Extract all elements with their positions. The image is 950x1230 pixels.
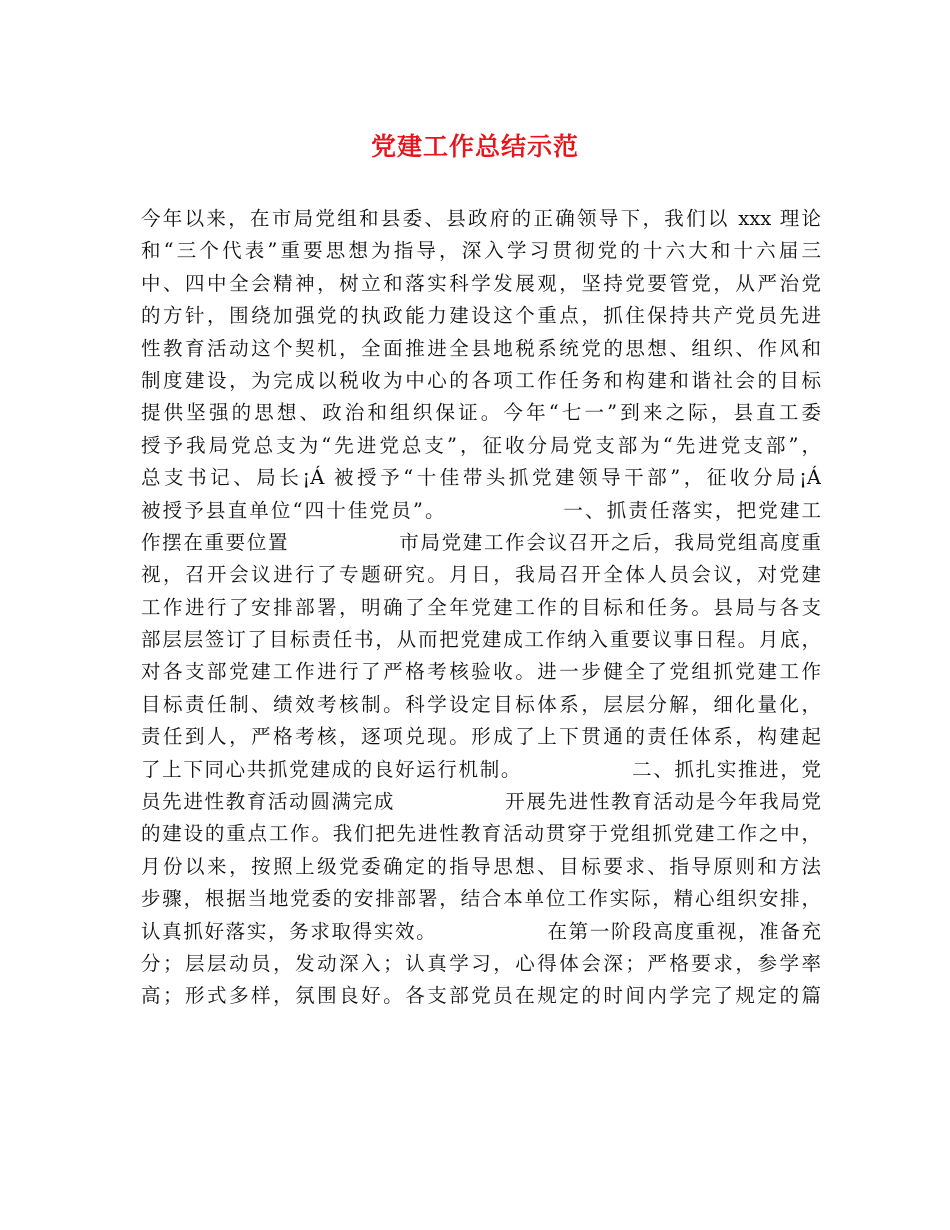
document-title: 党建工作总结示范 bbox=[370, 132, 579, 161]
body-line: 了上下同心共抓党建成的良好运行机制。 二、抓扎实推进，党 bbox=[141, 757, 821, 781]
body-line: 的方针，围绕加强党的执政能力建设这个重点，抓住保持共产党员先进 bbox=[141, 304, 821, 328]
body-line: 作摆在重要位置 市局党建工作会议召开之后，我局党组高度重 bbox=[141, 530, 821, 554]
body-line: 被授予县直单位“四十佳党员”。 一、抓责任落实，把党建工 bbox=[141, 498, 821, 522]
body-line: 和“三个代表”重要思想为指导，深入学习贯彻党的十六大和十六届三 bbox=[141, 239, 821, 263]
body-line: 步骤，根据当地党委的安排部署，结合本单位工作实际，精心组织安排， bbox=[141, 887, 821, 911]
body-line: 总支书记、局长¡Á 被授予“十佳带头抓党建领导干部”，征收分局¡Á bbox=[141, 466, 821, 490]
body-line: 性教育活动这个契机，全面推进全县地税系统党的思想、组织、作风和 bbox=[141, 336, 821, 360]
body-line: 授予我局党总支为“先进党总支”，征收分局党支部为“先进党支部”， bbox=[141, 433, 821, 457]
body-line: 月份以来，按照上级党委确定的指导思想、目标要求、指导原则和方法 bbox=[141, 854, 821, 878]
body-line: 部层层签订了目标责任书，从而把党建成工作纳入重要议事日程。月底， bbox=[141, 628, 821, 652]
body-line: 视，召开会议进行了专题研究。月日，我局召开全体人员会议，对党建 bbox=[141, 563, 821, 587]
body-line: 分；层层动员，发动深入；认真学习，心得体会深；严格要求，参学率 bbox=[141, 951, 821, 975]
body-line: 责任到人，严格考核，逐项兑现。形成了上下贯通的责任体系，构建起 bbox=[141, 725, 821, 749]
body-line: 认真抓好落实，务求取得实效。 在第一阶段高度重视，准备充 bbox=[141, 919, 821, 943]
body-line: 中、四中全会精神，树立和落实科学发展观，坚持党要管党，从严治党 bbox=[141, 271, 821, 295]
body-line: 工作进行了安排部署，明确了全年党建工作的目标和任务。县局与各支 bbox=[141, 595, 821, 619]
body-line: 高；形式多样，氛围良好。各支部党员在规定的时间内学完了规定的篇 bbox=[141, 984, 821, 1008]
body-line: 目标责任制、绩效考核制。科学设定目标体系，层层分解，细化量化， bbox=[141, 692, 821, 716]
document-body bbox=[141, 203, 821, 1013]
body-line: 的建设的重点工作。我们把先进性教育活动贯穿于党组抓党建工作之中， bbox=[141, 822, 821, 846]
body-line: 提供坚强的思想、政治和组织保证。今年“七一”到来之际，县直工委 bbox=[141, 401, 821, 425]
body-line: 员先进性教育活动圆满完成 开展先进性教育活动是今年我局党 bbox=[141, 790, 821, 814]
body-line: 制度建设，为完成以税收为中心的各项工作任务和构建和谐社会的目标 bbox=[141, 368, 821, 392]
body-line: 对各支部党建工作进行了严格考核验收。进一步健全了党组抓党建工作 bbox=[141, 660, 821, 684]
body-line: 今年以来，在市局党组和县委、县政府的正确领导下，我们以 xxx 理论 bbox=[141, 207, 821, 230]
